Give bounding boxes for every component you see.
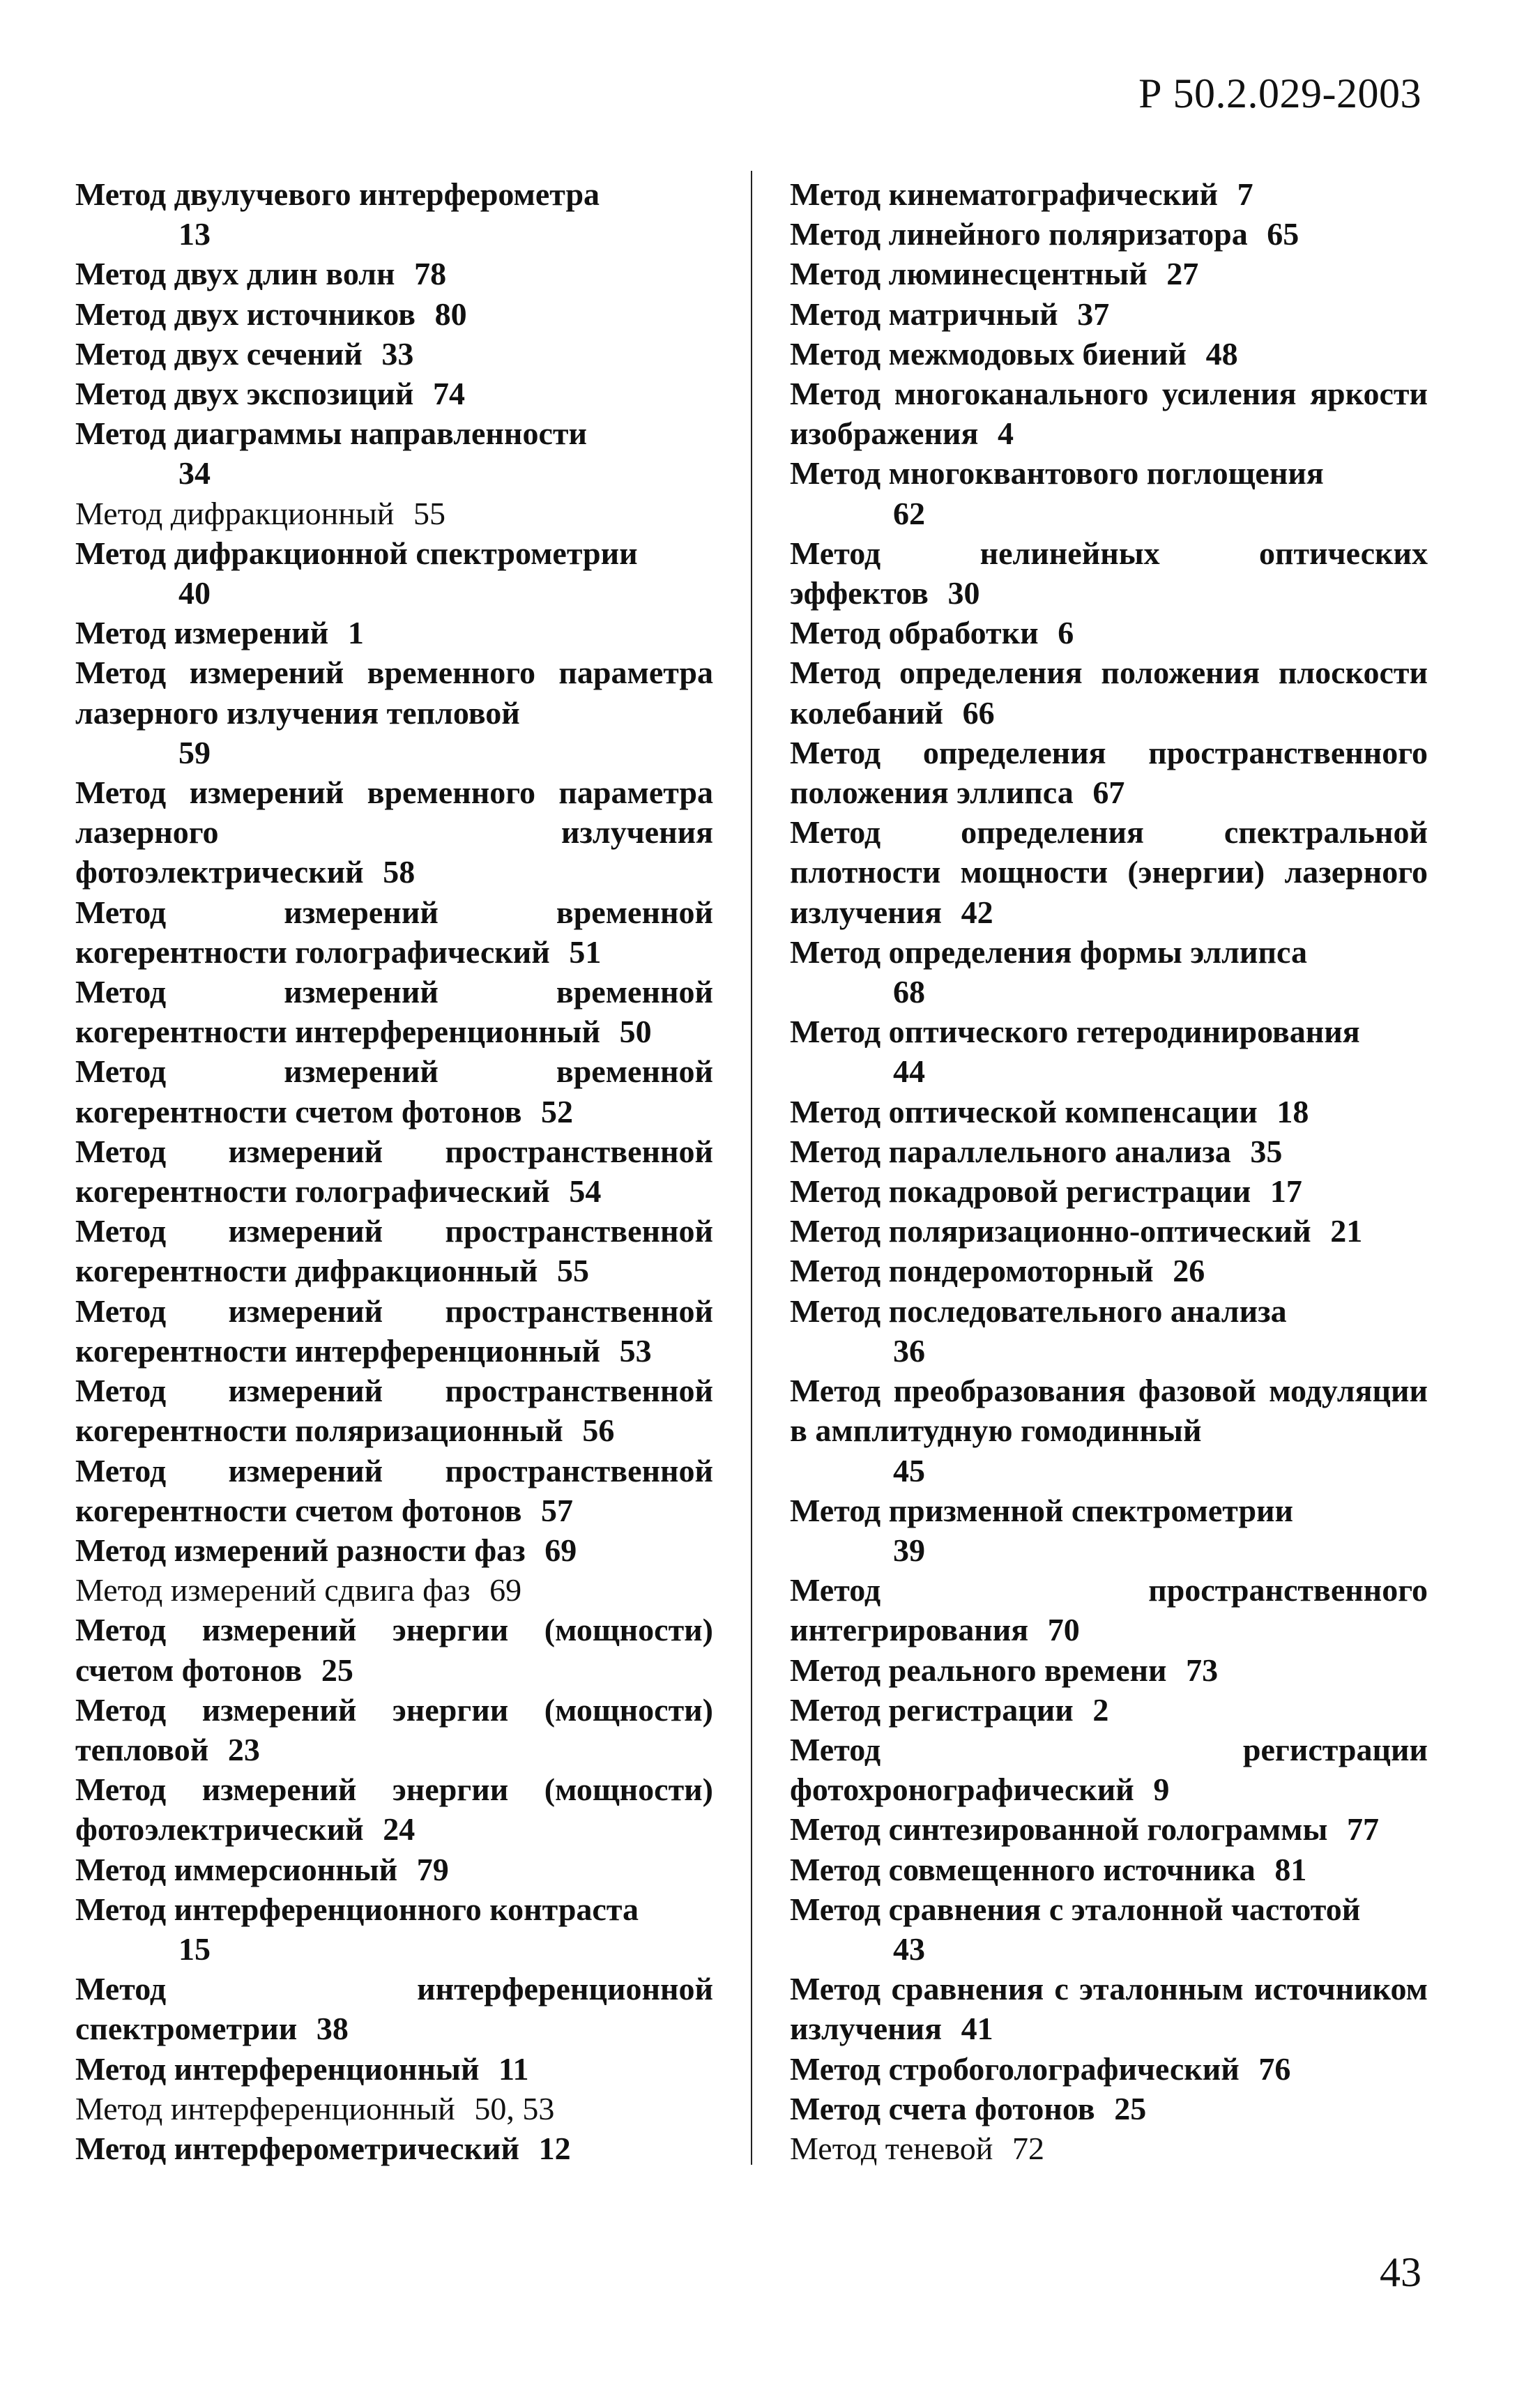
index-page-ref: 53: [619, 1332, 652, 1369]
index-entry: [790, 1171, 1428, 1211]
index-term: Метод многоквантового поглощения: [790, 455, 1324, 492]
index-term: Метод измерений энергии (мощности) фотоэлектрический: [75, 1772, 713, 1848]
index-entry: [75, 1051, 713, 1131]
index-entry: [790, 1371, 1428, 1491]
index-column-left: [75, 174, 713, 2168]
index-page-ref: 25: [321, 1652, 353, 1688]
index-term: Метод теневой: [790, 2130, 993, 2166]
index-term: Метод пондеромоторный: [790, 1253, 1154, 1289]
index-page-ref: 33: [381, 335, 414, 372]
index-entry: [75, 1451, 713, 1530]
index-page-ref: 73: [1186, 1652, 1219, 1688]
index-term: Метод пространственного интегрирования: [790, 1572, 1428, 1648]
index-entry: [790, 1132, 1428, 1171]
index-entry: [790, 2129, 1428, 2168]
index-entry: [790, 1889, 1428, 1969]
index-entry: [75, 1291, 713, 1371]
index-term: Метод реального времени: [790, 1652, 1167, 1688]
index-page-ref: 7: [1237, 176, 1253, 212]
index-page-ref: 40: [178, 575, 211, 611]
index-page-ref: 70: [1047, 1612, 1080, 1648]
index-entry: [790, 1012, 1428, 1091]
index-term: Метод оптического гетеродинирования: [790, 1014, 1360, 1050]
index-entry: [75, 254, 713, 294]
index-page-ref: 66: [962, 694, 995, 731]
index-entry: [75, 1610, 713, 1689]
index-term: Метод измерений сдвига фаз: [75, 1572, 471, 1608]
index-term: Метод регистрации фотохронографический: [790, 1731, 1428, 1808]
index-page-ref: 45: [893, 1452, 925, 1489]
index-entry: [790, 1690, 1428, 1730]
index-page-ref: 25: [1114, 2090, 1147, 2126]
index-term: Метод интерференционный: [75, 2090, 455, 2126]
index-entry: [75, 1371, 713, 1450]
index-term: Метод измерений временной когерентности счетом фотонов: [75, 1053, 713, 1129]
index-page-ref: 50: [619, 1014, 652, 1050]
index-term: Метод матричный: [790, 296, 1058, 332]
index-term: Метод измерений временной когерентности интерференционный: [75, 974, 713, 1050]
index-term: Метод синтезированной голограммы: [790, 1811, 1328, 1848]
index-term: Метод определения пространственного положения эллипса: [790, 734, 1428, 811]
index-entry: [75, 1132, 713, 1211]
index-term: Метод люминесцентный: [790, 256, 1148, 292]
index-term: Метод интерферометрический: [75, 2130, 520, 2166]
index-entry: [790, 1809, 1428, 1849]
index-term: Метод определения формы эллипса: [790, 934, 1307, 970]
index-page-ref: 38: [316, 2011, 349, 2047]
index-page-ref: 58: [383, 854, 416, 890]
index-page-ref: 39: [893, 1532, 925, 1568]
index-page-ref: 42: [961, 894, 993, 930]
index-entry: [75, 2129, 713, 2168]
index-term: Метод регистрации: [790, 1691, 1074, 1728]
index-entry: [75, 1570, 713, 1610]
index-entry: [75, 1969, 713, 2048]
index-page-ref: 2: [1092, 1691, 1109, 1728]
index-page-ref: 12: [538, 2130, 571, 2166]
document-code: Р 50.2.029-2003: [1138, 70, 1421, 116]
index-entry: [790, 653, 1428, 732]
index-entry: [790, 174, 1428, 214]
index-term: Метод кинематографический: [790, 176, 1219, 212]
index-term: Метод иммерсионный: [75, 1851, 398, 1887]
index-entry: [790, 1570, 1428, 1650]
index-page-ref: 34: [178, 455, 211, 492]
index-entry: [790, 733, 1428, 812]
index-page-ref: 35: [1250, 1133, 1283, 1169]
index-entry: [75, 2089, 713, 2129]
index-entry: [75, 413, 713, 493]
index-term: Метод измерений энергии (мощности) тепловой: [75, 1691, 713, 1767]
index-term: Метод двух длин волн: [75, 256, 395, 292]
index-term: Метод сравнения с эталонным источником излучения: [790, 1971, 1428, 2047]
index-entry: [790, 1092, 1428, 1132]
index-term: Метод двух сечений: [75, 335, 363, 372]
index-page-ref: 55: [556, 1253, 589, 1289]
index-page-ref: 62: [893, 495, 925, 531]
index-page-ref: 18: [1276, 1093, 1309, 1129]
index-entry: [75, 294, 713, 334]
index-page-ref: 36: [893, 1332, 925, 1369]
index-entry: [75, 533, 713, 613]
index-entry: [790, 1969, 1428, 2048]
index-page-ref: 4: [997, 416, 1014, 452]
index-term: Метод измерений разности фаз: [75, 1532, 526, 1568]
index-term: Метод измерений временного параметра лазерного излучения фотоэлектрический: [75, 775, 713, 890]
index-page-ref: 1: [347, 615, 364, 651]
index-page-ref: 23: [227, 1731, 260, 1767]
index-entry: [75, 1690, 713, 1769]
index-page-ref: 78: [414, 256, 447, 292]
page-number: 43: [1380, 2249, 1421, 2295]
index-term: Метод призменной спектрометрии: [790, 1492, 1294, 1528]
index-entry: [790, 254, 1428, 294]
index-term: Метод измерений временного параметра лазерного излучения тепловой: [75, 655, 713, 731]
index-page-ref: 51: [569, 934, 602, 970]
index-entry: [75, 174, 713, 254]
index-entry: [75, 2049, 713, 2089]
index-term: Метод измерений пространственной когерентности счетом фотонов: [75, 1452, 713, 1528]
index-page-ref: 13: [178, 216, 211, 252]
index-page-ref: 52: [541, 1093, 574, 1129]
index-entry: [75, 972, 713, 1051]
index-entry: [790, 1650, 1428, 1690]
index-entry: [75, 1530, 713, 1570]
index-entry: [75, 494, 713, 533]
index-page-ref: 54: [569, 1173, 602, 1210]
index-page-ref: 72: [1012, 2130, 1044, 2166]
index-term: Метод интерференционного контраста: [75, 1891, 639, 1927]
index-term: Метод поляризационно-оптический: [790, 1213, 1311, 1249]
index-term: Метод двух источников: [75, 296, 416, 332]
index-term: Метод двулучевого интерферометра: [75, 176, 600, 212]
index-term: Метод интерференционный: [75, 2050, 480, 2087]
index-page-ref: 37: [1077, 296, 1110, 332]
index-page-ref: 9: [1153, 1772, 1170, 1808]
index-entry: [790, 2089, 1428, 2129]
index-term: Метод последовательного анализа: [790, 1293, 1287, 1329]
index-term: Метод измерений пространственной когерентности поляризационный: [75, 1373, 713, 1449]
index-entry: [75, 613, 713, 653]
index-entry: [790, 932, 1428, 1012]
index-term: Метод параллельного анализа: [790, 1133, 1231, 1169]
index-page-ref: 81: [1274, 1851, 1307, 1887]
index-page-ref: 80: [434, 296, 467, 332]
index-page-ref: 41: [961, 2011, 993, 2047]
index-page-ref: 68: [893, 974, 925, 1010]
index-page-ref: 27: [1166, 256, 1199, 292]
index-term: Метод измерений энергии (мощности) счетом фотонов: [75, 1612, 713, 1688]
index-term: Метод линейного поляризатора: [790, 216, 1248, 252]
index-term: Метод нелинейных оптических эффектов: [790, 535, 1428, 611]
index-page-ref: 26: [1173, 1253, 1205, 1289]
index-page-ref: 65: [1267, 216, 1299, 252]
index-page-ref: 67: [1092, 775, 1125, 811]
index-entry: [75, 892, 713, 972]
index-entry: [790, 1211, 1428, 1251]
index-term: Метод измерений пространственной когерентности голографический: [75, 1133, 713, 1210]
index-page-ref: 69: [489, 1572, 522, 1608]
index-term: Метод межмодовых биений: [790, 335, 1187, 372]
index-page-ref: 59: [178, 734, 211, 770]
index-column-right: [790, 174, 1428, 2168]
index-page-ref: 74: [432, 376, 465, 412]
index-entry: [75, 374, 713, 413]
index-page-ref: 55: [413, 495, 445, 531]
index-page-ref: 76: [1258, 2050, 1291, 2087]
index-term: Метод оптической компенсации: [790, 1093, 1258, 1129]
index-entry: [790, 1850, 1428, 1889]
index-term: Метод преобразования фазовой модуляции в амплитудную гомодинный: [790, 1373, 1428, 1449]
index-entry: [75, 1889, 713, 1969]
index-page-ref: 79: [416, 1851, 449, 1887]
index-entry: [790, 812, 1428, 932]
index-entry: [790, 453, 1428, 533]
index-term: Метод дифракционной спектрометрии: [75, 535, 638, 571]
index-entry: [790, 374, 1428, 453]
index-term: Метод многоканального усиления яркости изображения: [790, 376, 1428, 452]
index-entry: [790, 613, 1428, 653]
index-entry: [790, 334, 1428, 374]
index-entry: [75, 772, 713, 892]
index-term: Метод дифракционный: [75, 495, 395, 531]
index-entry: [790, 214, 1428, 254]
index-page-ref: 15: [178, 1931, 211, 1967]
index-page-ref: 21: [1330, 1213, 1363, 1249]
index-entry: [790, 2049, 1428, 2089]
index-page-ref: 6: [1058, 615, 1074, 651]
index-entry: [790, 533, 1428, 613]
index-entry: [790, 1291, 1428, 1371]
index-entry: [75, 334, 713, 374]
index-entry: [790, 1491, 1428, 1570]
index-entry: [790, 1730, 1428, 1809]
index-term: Метод определения положения плоскости колебаний: [790, 655, 1428, 731]
index-page-ref: 77: [1346, 1811, 1379, 1848]
index-term: Метод двух экспозиций: [75, 376, 414, 412]
index-page-ref: 56: [582, 1413, 615, 1449]
index-entry: [75, 1850, 713, 1889]
index-term: Метод счета фотонов: [790, 2090, 1095, 2126]
index-page-ref: 48: [1205, 335, 1238, 372]
index-page-ref: 30: [947, 575, 980, 611]
index-term: Метод стробоголографический: [790, 2050, 1240, 2087]
index-entry: [75, 1211, 713, 1291]
index-page-ref: 17: [1270, 1173, 1302, 1210]
index-term: Метод измерений временной когерентности голографический: [75, 894, 713, 970]
index-term: Метод сравнения с эталонной частотой: [790, 1891, 1361, 1927]
index-term: Метод определения спектральной плотности мощности (энергии) лазерного излучения: [790, 814, 1428, 930]
index-page-ref: 57: [541, 1492, 574, 1528]
index-page-ref: 44: [893, 1053, 925, 1090]
index-page-ref: 11: [498, 2050, 529, 2087]
index-page-ref: 50, 53: [474, 2090, 555, 2126]
index-term: Метод измерений: [75, 615, 329, 651]
index-page-ref: 24: [383, 1811, 416, 1848]
index-term: Метод покадровой регистрации: [790, 1173, 1251, 1210]
index-entry: [75, 653, 713, 772]
column-divider: [751, 171, 752, 2165]
index-entry: [75, 1769, 713, 1849]
index-term: Метод измерений пространственной когерентности интерференционный: [75, 1293, 713, 1369]
index-term: Метод измерений пространственной когерентности дифракционный: [75, 1213, 713, 1289]
index-entry: [790, 294, 1428, 334]
index-entry: [790, 1251, 1428, 1291]
index-page-ref: 43: [893, 1931, 925, 1967]
index-page-ref: 69: [544, 1532, 577, 1568]
index-term: Метод обработки: [790, 615, 1039, 651]
index-term: Метод диаграммы направленности: [75, 416, 587, 452]
index-term: Метод интерференционной спектрометрии: [75, 1971, 713, 2047]
index-term: Метод совмещенного источника: [790, 1851, 1256, 1887]
